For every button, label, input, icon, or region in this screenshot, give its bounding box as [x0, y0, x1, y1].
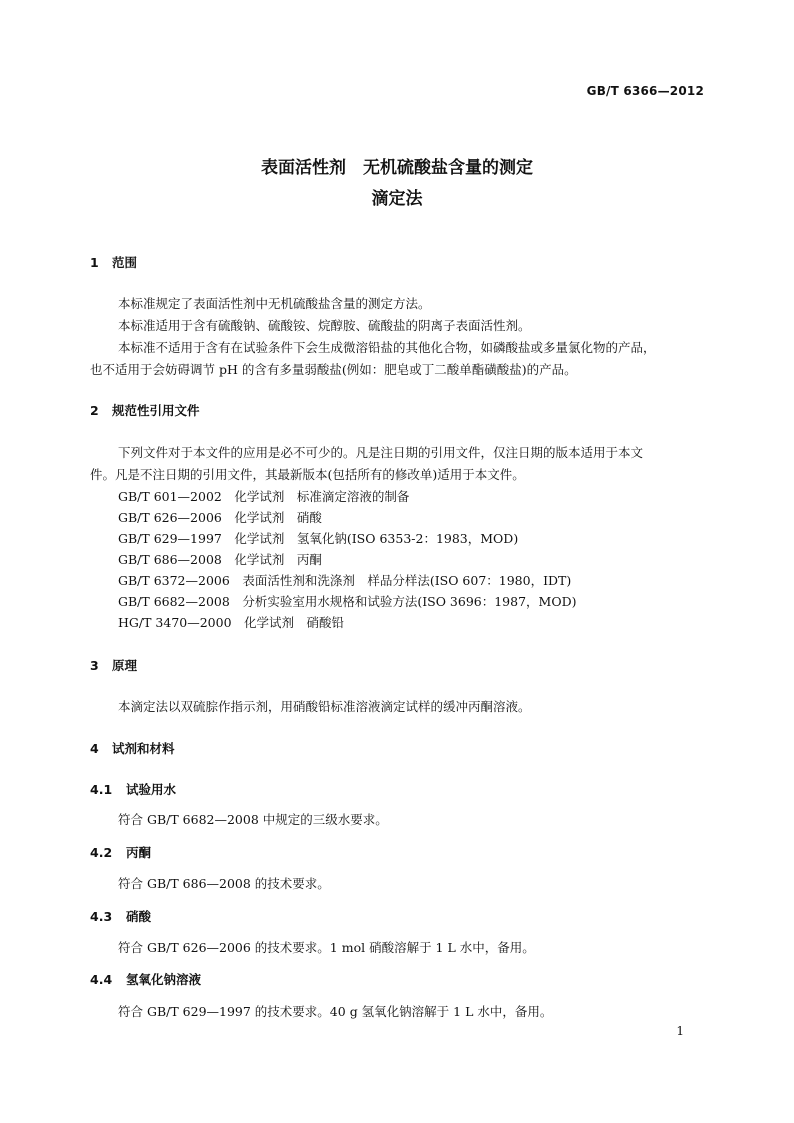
- subsection-4-3-heading: [90, 907, 151, 925]
- paragraph: 本标准规定了表面活性剂中无机硫酸盐含量的测定方法。: [118, 296, 431, 311]
- paragraph: 符合 GB/T 686—2008 的技术要求。: [118, 876, 330, 891]
- reference-item: GB/T 6682—2008 分析实验室用水规格和试验方法(ISO 3696：1987，MOD): [118, 594, 577, 609]
- section-number: 1: [90, 255, 99, 270]
- section-title: 原理: [112, 658, 138, 673]
- section-2-heading: [90, 401, 200, 419]
- paragraph: 本标准不适用于含有在试验条件下会生成微溶铅盐的其他化合物，如磷酸盐或多量氯化物的产品，: [118, 340, 656, 355]
- document-subtitle: 滴定法: [371, 189, 423, 209]
- reference-item: GB/T 686—2008 化学试剂 丙酮: [118, 552, 322, 567]
- section-3-heading: [90, 656, 137, 674]
- subsection-4-4-heading: [90, 970, 201, 988]
- paragraph: 符合 GB/T 629—1997 的技术要求。40 g 氢氧化钠溶解于 1 L 水中，备用。: [118, 1004, 553, 1019]
- subsection-title: 丙酮: [126, 845, 152, 860]
- section-number: 2: [90, 403, 99, 418]
- paragraph: 本滴定法以双硫腙作指示剂，用硝酸铅标准溶液滴定试样的缓冲丙酮溶液。: [118, 699, 531, 714]
- paragraph: 件。凡是不注日期的引用文件，其最新版本(包括所有的修改单)适用于本文件。: [90, 467, 525, 482]
- paragraph: 下列文件对于本文件的应用是必不可少的。凡是注日期的引用文件，仅注日期的版本适用于本文: [118, 445, 644, 460]
- subsection-number: 4.4: [90, 972, 113, 987]
- reference-item: GB/T 629—1997 化学试剂 氢氧化钠(ISO 6353-2：1983，MOD): [118, 531, 519, 546]
- section-4-heading: [90, 739, 175, 757]
- standard-code: GB/T 6366—2012: [586, 84, 704, 98]
- paragraph: 符合 GB/T 626—2006 的技术要求。1 mol 硝酸溶解于 1 L 水中，备用。: [118, 940, 535, 955]
- subsection-number: 4.2: [90, 845, 113, 860]
- subsection-title: 试验用水: [126, 782, 177, 797]
- subsection-number: 4.3: [90, 909, 113, 924]
- subsection-number: 4.1: [90, 782, 113, 797]
- reference-item: GB/T 6372—2006 表面活性剂和洗涤剂 样品分样法(ISO 607：1980，IDT): [118, 573, 572, 588]
- section-number: 3: [90, 658, 99, 673]
- paragraph: 也不适用于会妨碍调节 pH 的含有多量弱酸盐(例如：肥皂或丁二酸单酯磺酸盐)的产品。: [90, 362, 577, 377]
- section-title: 范围: [112, 255, 138, 270]
- section-number: 4: [90, 741, 99, 756]
- section-title: 规范性引用文件: [112, 403, 200, 418]
- reference-item: HG/T 3470—2000 化学试剂 硝酸铅: [118, 615, 345, 630]
- subsection-4-1-heading: [90, 780, 176, 798]
- section-title: 试剂和材料: [112, 741, 175, 756]
- reference-item: GB/T 601—2002 化学试剂 标准滴定溶液的制备: [118, 489, 410, 504]
- subsection-title: 氢氧化钠溶液: [126, 972, 202, 987]
- section-1-heading: [90, 253, 137, 271]
- document-title: 表面活性剂 无机硫酸盐含量的测定: [261, 158, 533, 178]
- reference-item: GB/T 626—2006 化学试剂 硝酸: [118, 510, 322, 525]
- paragraph: 符合 GB/T 6682—2008 中规定的三级水要求。: [118, 812, 388, 827]
- page-number: 1: [676, 1024, 684, 1038]
- subsection-title: 硝酸: [126, 909, 152, 924]
- subsection-4-2-heading: [90, 843, 151, 861]
- paragraph: 本标准适用于含有硫酸钠、硫酸铵、烷醇胺、硫酸盐的阴离子表面活性剂。: [118, 318, 531, 333]
